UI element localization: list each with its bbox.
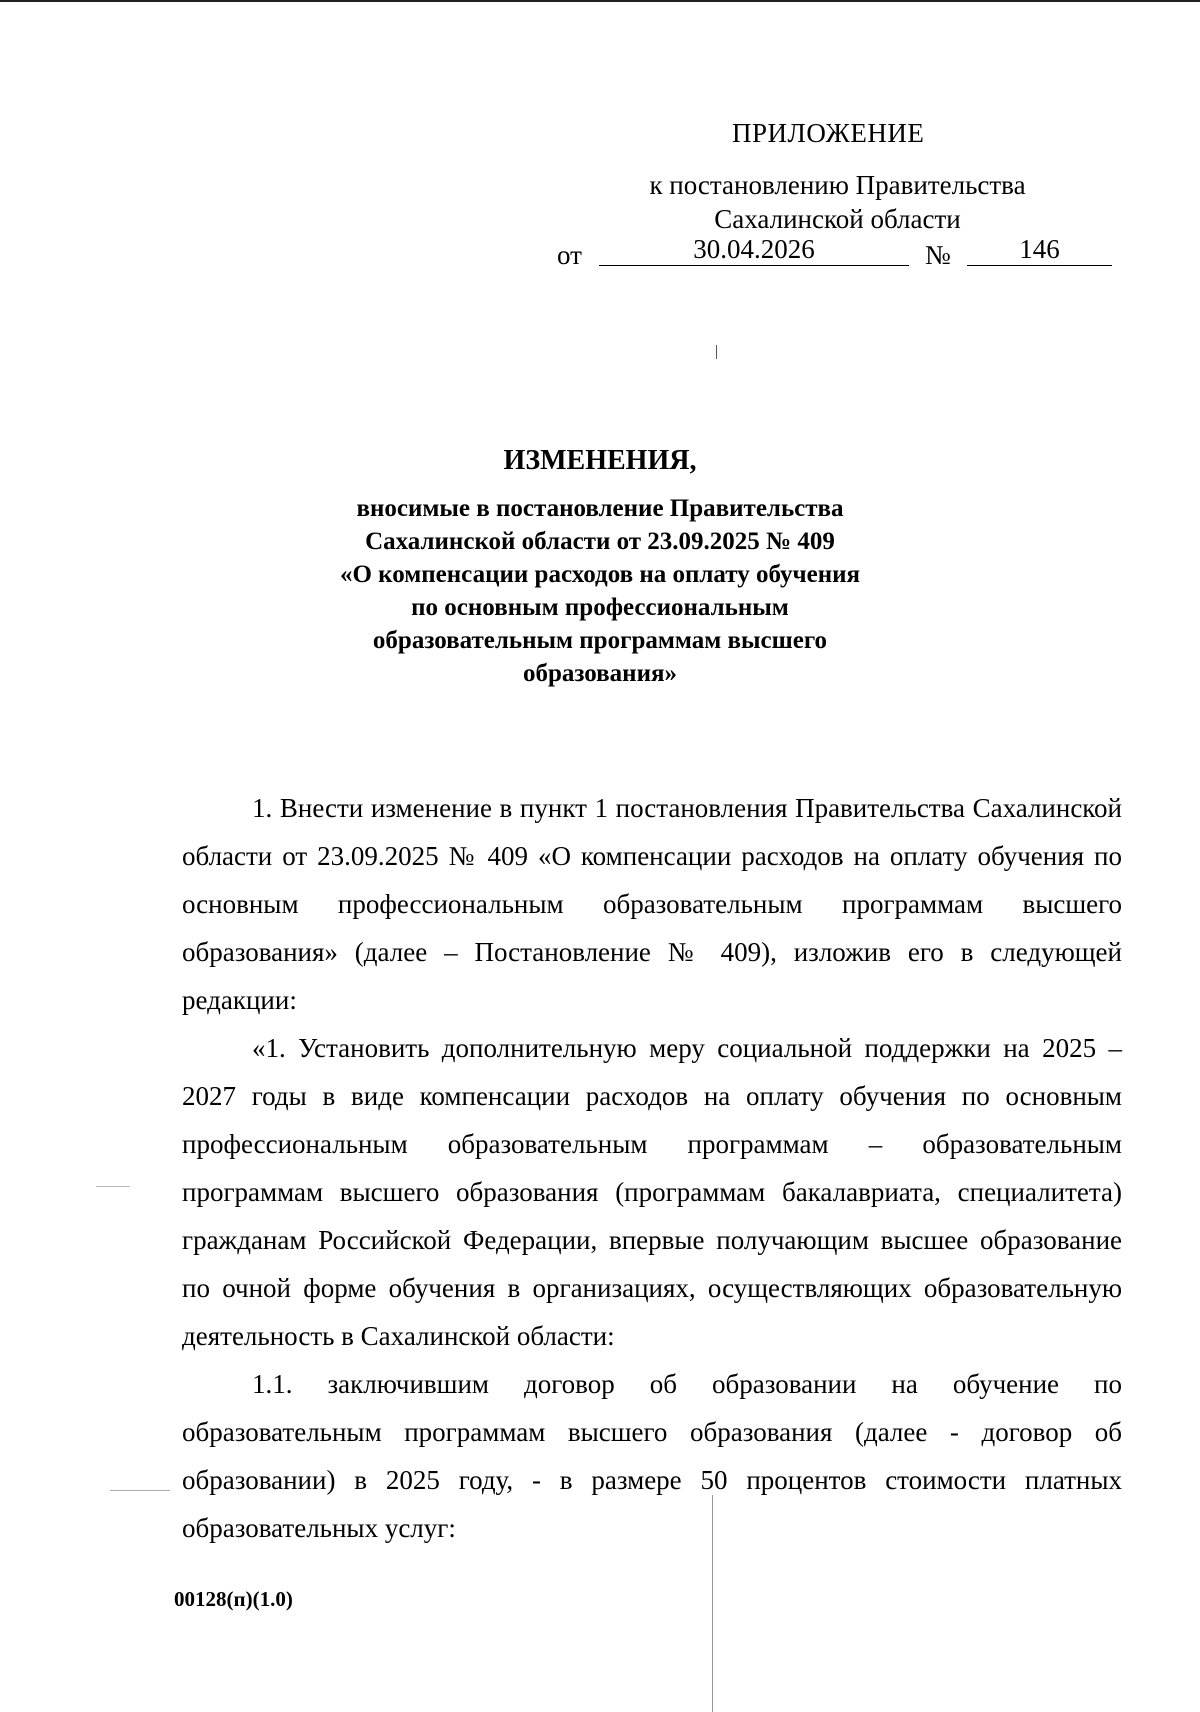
document-subtitle — [300, 492, 900, 690]
scan-artifact — [712, 1495, 713, 1712]
decree-date: 30.04.2026 — [599, 234, 909, 266]
subtitle-line: вносимые в постановление Правительства — [356, 495, 844, 522]
subtitle-line: по основным профессиональным — [411, 594, 789, 621]
number-sign: № — [925, 240, 951, 270]
scan-artifact — [96, 1186, 130, 1187]
decree-number: 146 — [967, 234, 1112, 266]
annex-title: ПРИЛОЖЕНИЕ — [732, 118, 925, 148]
document-body — [182, 784, 1122, 1552]
subtitle-line: Сахалинской области от 23.09.2025 № 409 — [365, 528, 835, 555]
form-code: 00128(п)(1.0) — [174, 1587, 293, 1611]
annex-region-line: Сахалинской области — [714, 204, 961, 234]
body-paragraph: «1. Установить дополнительную меру социальной поддержки на 2025 – 2027 годы в виде компенсации расходов на оплату обучения по основным профессиональным образовательным программам – образовательным программам высшего образования (программам бакалавриата, специалитета) гражданам Российской Федерации, впервые получающим высшее образование по очной форме обучения в организациях, осуществляющих образовательную деятельность в Сахалинской области: — [182, 1033, 1122, 1351]
subtitle-line: образовательным программам высшего — [372, 627, 828, 654]
subtitle-line: образования» — [522, 660, 678, 687]
scan-artifact — [110, 1490, 170, 1491]
scan-top-border — [0, 0, 1200, 2]
scan-artifact — [716, 345, 717, 359]
annex-date-row — [557, 234, 1112, 274]
body-paragraph: 1.1. заключившим договор об образовании на обучение по образовательным программам высшего образования (далее - договор об образовании) в 2025 году, - в размере 50 процентов стоимости платных образовательных услуг: — [182, 1369, 1122, 1543]
from-label: от — [557, 240, 582, 270]
document-title: ИЗМЕНЕНИЯ, — [503, 445, 697, 476]
subtitle-line: «О компенсации расходов на оплату обучения — [339, 561, 861, 588]
body-paragraph: 1. Внести изменение в пункт 1 постановления Правительства Сахалинской области от 23.09.2025 № 409 «О компенсации расходов на оплату обучения по основным профессиональным образовательным программам высшего образования» (далее – Постановление № 409), изложив его в следующей редакции: — [182, 793, 1122, 1015]
annex-reference-line: к постановлению Правительства — [649, 170, 1026, 200]
